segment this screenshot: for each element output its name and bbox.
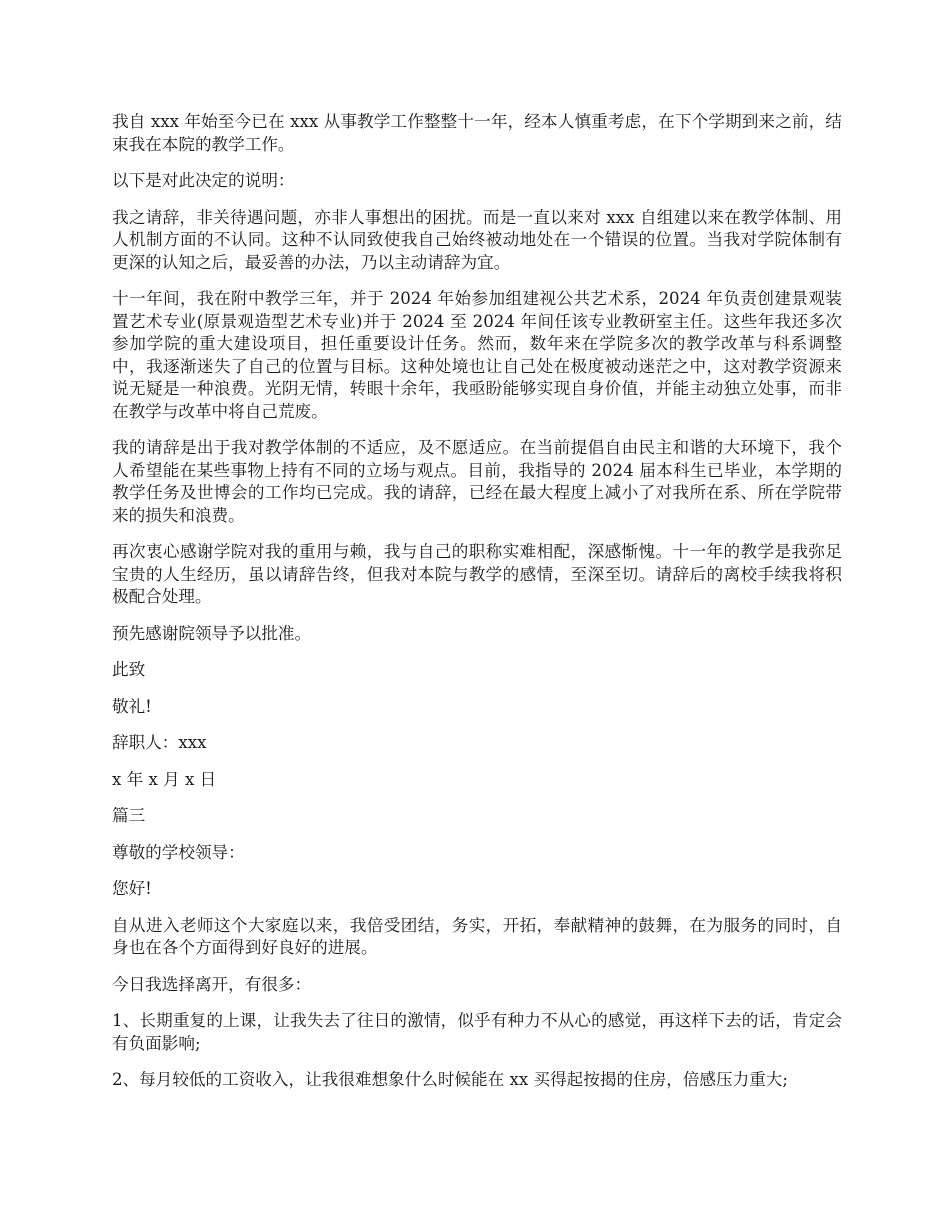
paragraph-reason: 我之请辞，非关待遇问题，亦非人事想出的困扰。而是一直以来对 xxx 自组建以来在教学体制、用人机制方面的不认同。这种不认同致使我自己始终被动地处在一个错误的位置。当我对学院体制有更深的认知之后，最妥善的办法，乃以主动请辞为宜。 [112,207,842,272]
paragraph-career-history: 十一年间，我在附中教学三年，并于 2024 年始参加组建视公共艺术系，2024 年负责创建景观装置艺术专业(原景观造型艺术专业)并于 2024 至 2024 年间任该专业教研室主任。这些年我还多次参加学院的重大建设项目，担任重要设计任务。然而，数年来在学院多次的教学改革与科系调整中，我逐渐迷失了自己的位置与目标。这种处境也让自己处在极度被动迷茫之中，这对教学资源来说无疑是一种浪费。光阴无情，转眼十余年，我亟盼能够实现自身价值，并能主动独立处事，而非在教学与改革中将自己荒废。 [112,289,842,421]
paragraph-gratitude: 再次衷心感谢学院对我的重用与赖，我与自己的职称实难相配，深感惭愧。十一年的教学是我弥足宝贵的人生经历，虽以请辞告终，但我对本院与教学的感情，至深至切。请辞后的离校手续我将积极配合处理。 [112,542,842,606]
document-body [112,111,842,1106]
paragraph-explanation-heading: 以下是对此决定的说明： [112,171,295,190]
closing-regards: 敬礼! [112,696,152,716]
date-line: x 年 x 月 x 日 [112,769,217,789]
letter-greeting: 您好! [112,879,152,898]
list-item-reason-2: 2、每月较低的工资收入，让我很难想象什么时候能在 xx 买得起按揭的住房，倍感压力重大; [112,1070,788,1089]
letter-addressee: 尊敬的学校领导： [112,842,245,862]
list-item-reason-1: 1、长期重复的上课，让我失去了往日的激情，似乎有种力不从心的感觉，再这样下去的话，肯定会有负面影响; [112,1011,842,1053]
paragraph-intro: 我自 xxx 年始至今已在 xxx 从事教学工作整整十一年，经本人慎重考虑，在下个学期到来之前，结束我在本院的教学工作。 [112,112,842,154]
paragraph-leaving-reasons: 今日我选择离开，有很多： [112,974,312,994]
section-heading: 篇三 [112,806,146,825]
paragraph-joining: 自从进入老师这个大家庭以来，我倍受团结，务实，开拓，奉献精神的鼓舞，在为服务的同时，自身也在各个方面得到好良好的进展。 [112,915,842,957]
paragraph-approval-thanks: 预先感谢院领导予以批准。 [112,623,312,643]
paragraph-system-mismatch: 我的请辞是出于我对教学体制的不适应，及不愿适应。在当前提倡自由民主和谐的大环境下，我个人希望能在某些事物上持有不同的立场与观点。目前，我指导的 2024 届本科生已毕业，本学期的教学任务及世博会的工作均已完成。我的请辞，已经在最大程度上减小了对我所在系、所在学院带来的损失和浪费。 [112,438,842,525]
signature-line: 辞职人：xxx [112,733,207,752]
closing-salutation: 此致 [112,660,146,679]
